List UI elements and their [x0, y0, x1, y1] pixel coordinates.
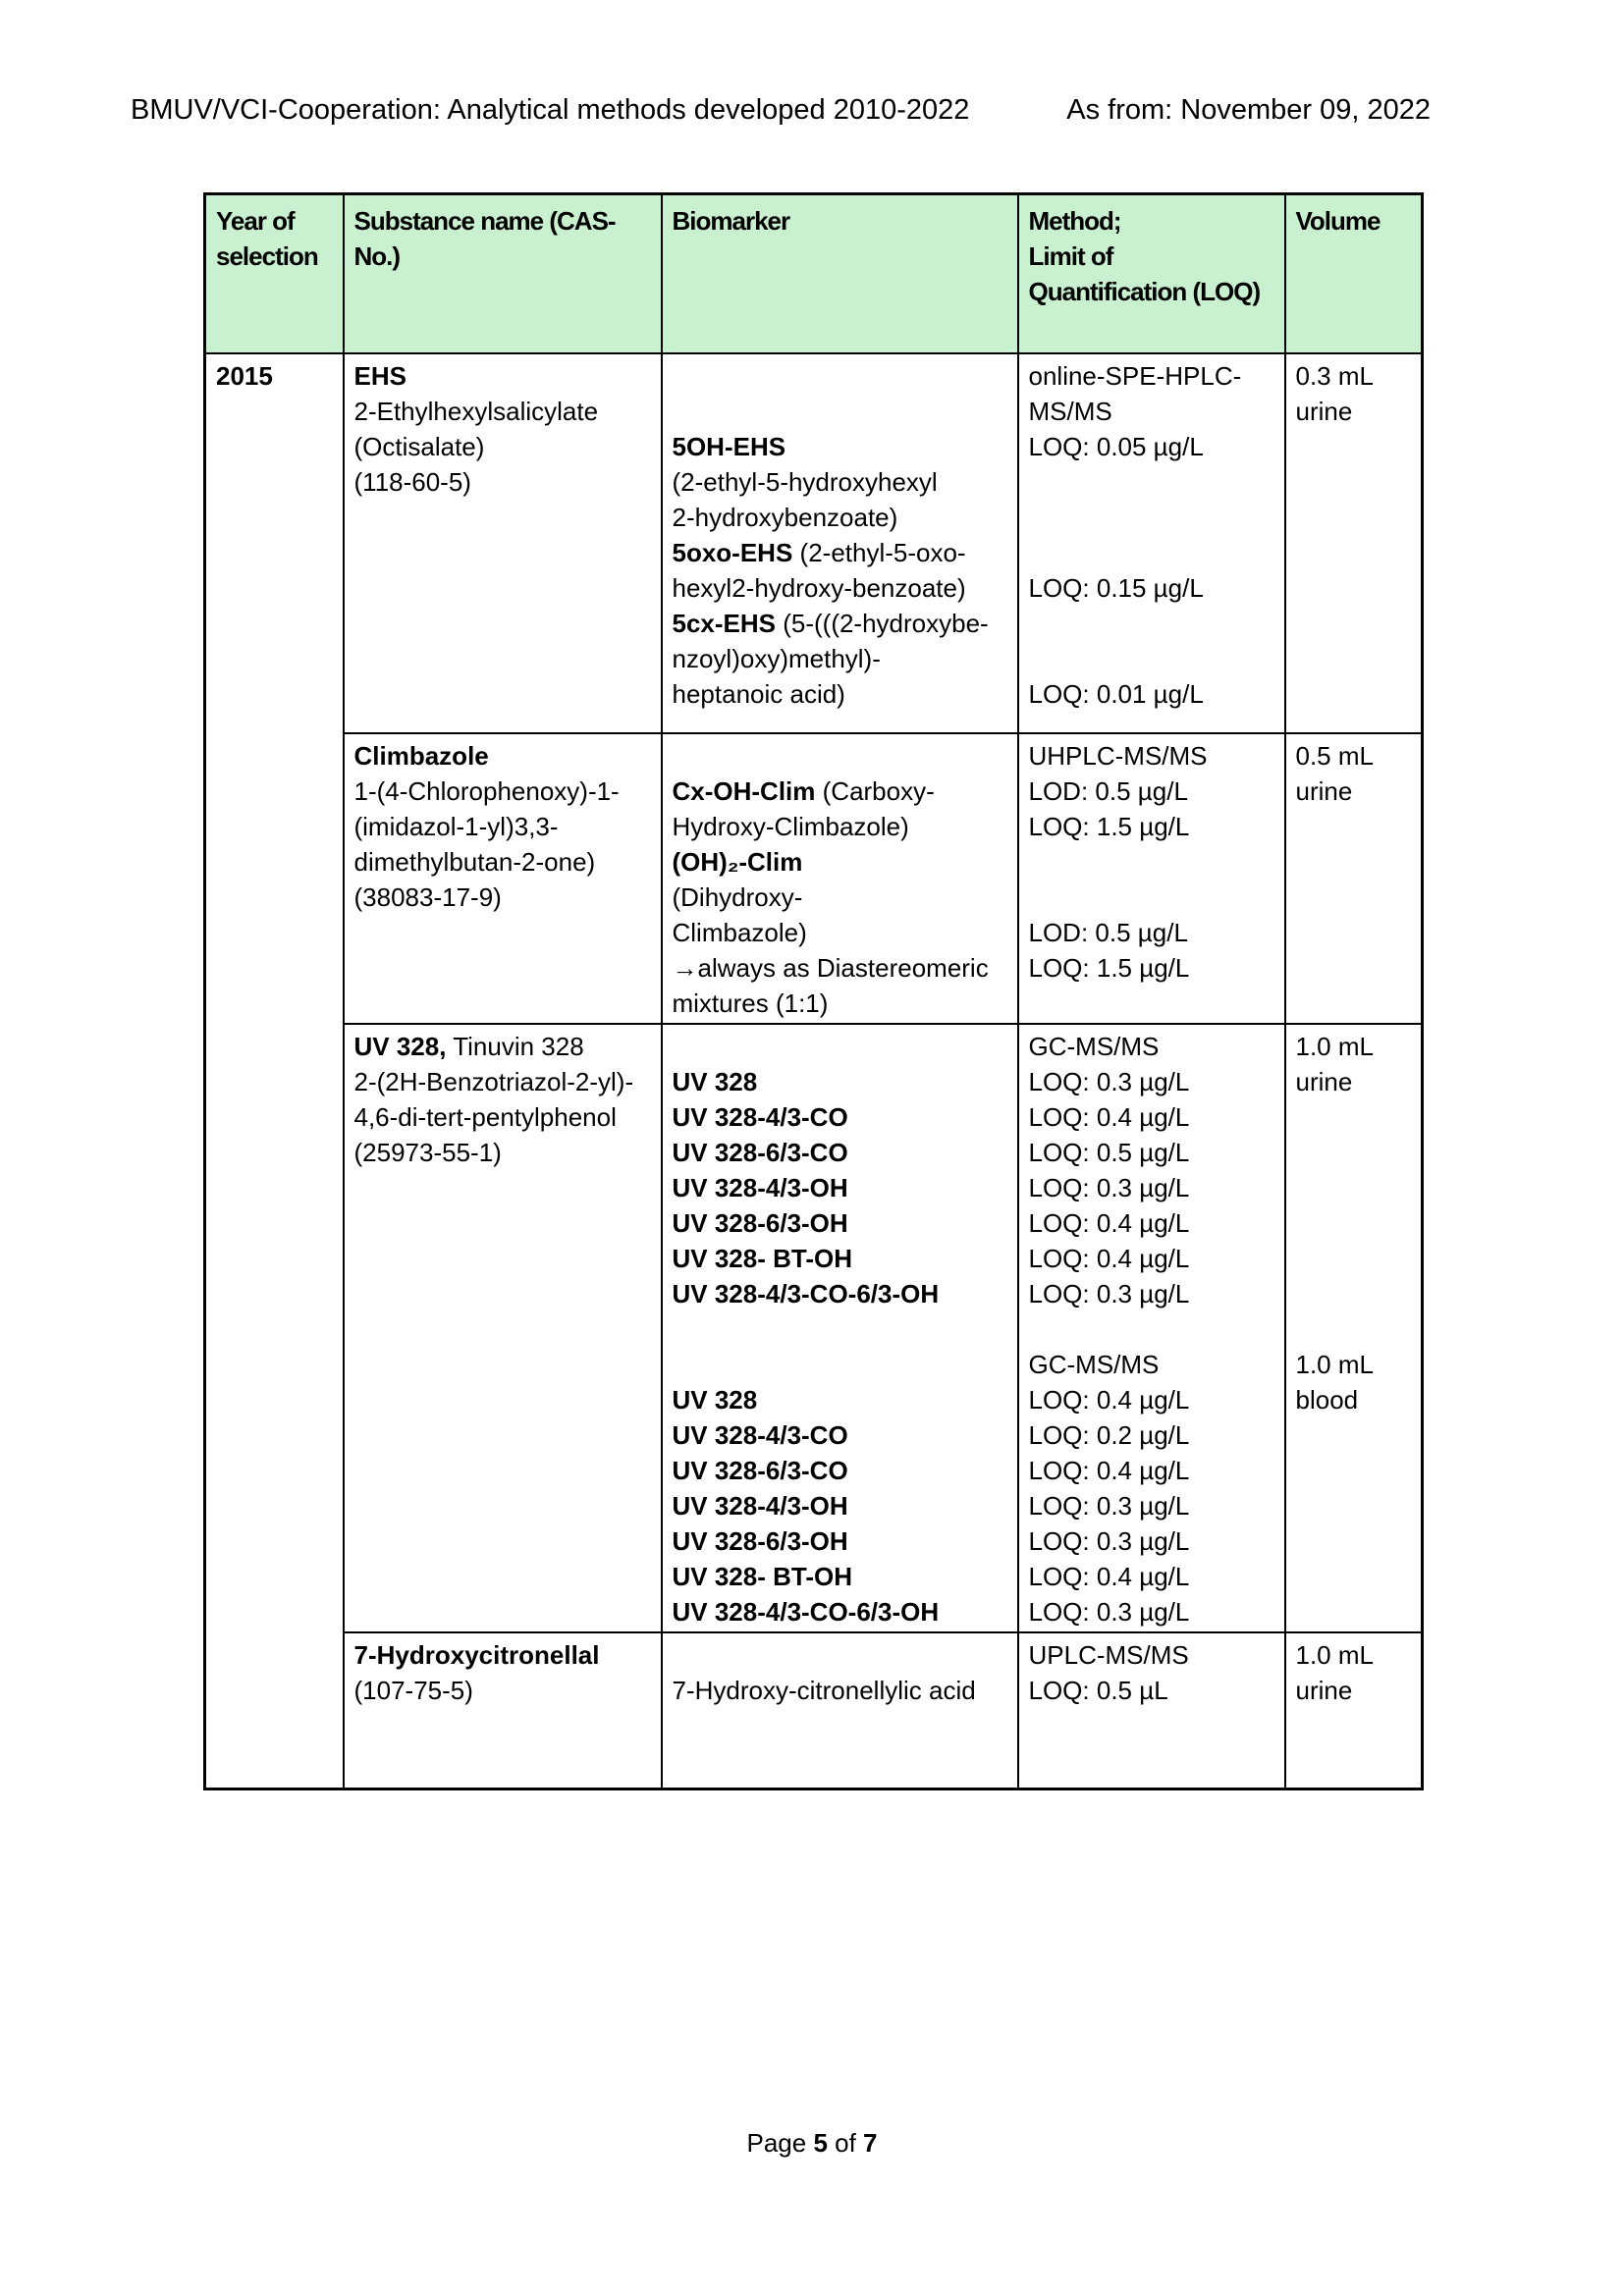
bold-text: Cx-OH-Clim	[672, 775, 816, 806]
text: LOQ: 0.4 µg/L	[1028, 1207, 1190, 1238]
text-line	[673, 1637, 1008, 1673]
text-line	[1029, 500, 1275, 535]
text: LOQ: 0.3 µg/L	[1028, 1490, 1190, 1521]
year-cell	[205, 353, 344, 1789]
text-line	[1029, 1170, 1275, 1205]
text: LOQ: 0.3 µg/L	[1028, 1172, 1190, 1202]
text: Climbazole)	[672, 917, 807, 947]
table-row	[205, 1024, 1423, 1632]
text-line	[1296, 1170, 1413, 1205]
text-line	[216, 239, 334, 274]
bold-text: Year of	[216, 206, 295, 236]
text-line	[673, 1673, 1008, 1708]
text-line	[1296, 1099, 1413, 1135]
text-line	[354, 358, 652, 394]
text-line	[1029, 1241, 1275, 1276]
text-line	[1296, 1382, 1413, 1417]
text-line	[354, 239, 652, 274]
col-header-year	[205, 194, 344, 353]
text-line	[1029, 880, 1275, 915]
text-line	[1029, 676, 1275, 712]
text: (Dihydroxy-	[672, 881, 803, 912]
bold-text: 7	[863, 2128, 878, 2158]
text-line	[354, 464, 652, 500]
text: UPLC-MS/MS	[1028, 1639, 1189, 1670]
text: LOQ: 0.05 µg/L	[1028, 431, 1204, 461]
text-line	[1029, 1205, 1275, 1241]
biomarker-cell	[662, 1024, 1018, 1632]
text: urine	[1295, 1066, 1353, 1096]
text: LOQ: 0.5 µg/L	[1028, 1137, 1190, 1167]
table-header	[205, 194, 1423, 353]
text-line	[1029, 429, 1275, 464]
text-line	[1029, 1453, 1275, 1488]
text-line	[673, 500, 1008, 535]
bold-text: 2015	[216, 360, 273, 391]
text-line	[673, 535, 1008, 570]
text: hexyl2-hydroxy-benzoate)	[672, 572, 966, 603]
document-date: As from: November 09, 2022	[1066, 94, 1431, 126]
text-line	[1296, 1347, 1413, 1382]
text: (38083-17-9)	[353, 881, 502, 912]
text: LOQ: 0.5 µL	[1028, 1675, 1168, 1705]
bold-text: UV 328-4/3-OH	[672, 1490, 848, 1521]
text-line	[673, 1241, 1008, 1276]
text-line	[673, 429, 1008, 464]
text-line	[673, 1311, 1008, 1347]
text: LOQ: 0.3 µg/L	[1028, 1278, 1190, 1308]
text-line	[354, 774, 652, 809]
text: LOQ: 0.15 µg/L	[1028, 572, 1204, 603]
bold-text: UV 328- BT-OH	[672, 1243, 852, 1273]
table-row	[205, 1632, 1423, 1789]
text-line	[354, 880, 652, 915]
text-line	[673, 986, 1008, 1021]
text-line	[1296, 738, 1413, 774]
text-line	[1029, 1064, 1275, 1099]
substance-cell	[344, 733, 662, 1024]
volume-cell	[1285, 353, 1423, 733]
col-header-biomarker	[662, 194, 1018, 353]
text: online-SPE-HPLC-	[1028, 360, 1242, 391]
text-line	[354, 738, 652, 774]
text: (2-ethyl-5-hydroxyhexyl	[672, 466, 938, 497]
bold-text: UV 328- BT-OH	[672, 1561, 852, 1591]
text-line	[673, 809, 1008, 844]
bold-text: Substance name (CAS-	[353, 206, 616, 236]
text-line	[673, 950, 1008, 986]
text: 1.0 mL	[1295, 1349, 1374, 1379]
text-line	[1029, 1382, 1275, 1417]
text: heptanoic acid)	[672, 678, 845, 709]
text-line	[1296, 358, 1413, 394]
text-line	[673, 394, 1008, 429]
text: (imidazol-1-yl)3,3-	[353, 811, 559, 841]
text-line	[1029, 239, 1275, 274]
bold-text: UV 328-4/3-OH	[672, 1172, 848, 1202]
text: GC-MS/MS	[1028, 1349, 1160, 1379]
text-line	[673, 1523, 1008, 1559]
bold-text: 5OH-EHS	[672, 431, 786, 461]
text-line	[1296, 1276, 1413, 1311]
substance-cell	[344, 353, 662, 733]
text: LOQ: 1.5 µg/L	[1028, 952, 1190, 983]
text-line	[1029, 844, 1275, 880]
text-line	[673, 880, 1008, 915]
text-line	[1029, 464, 1275, 500]
text: Hydroxy-Climbazole)	[672, 811, 909, 841]
text: (118-60-5)	[353, 466, 471, 497]
text-line	[673, 844, 1008, 880]
page-header	[131, 92, 1431, 128]
text-line	[1029, 394, 1275, 429]
text-line	[1029, 1559, 1275, 1594]
text: LOQ: 1.5 µg/L	[1028, 811, 1190, 841]
text: 2-(2H-Benzotriazol-2-yl)-	[353, 1066, 634, 1096]
text: LOD: 0.5 µg/L	[1028, 775, 1188, 806]
text-line	[673, 1135, 1008, 1170]
volume-cell	[1285, 1632, 1423, 1789]
text: LOQ: 0.4 µg/L	[1028, 1101, 1190, 1132]
text-line	[1029, 1276, 1275, 1311]
text-line	[673, 1170, 1008, 1205]
text-line	[673, 1276, 1008, 1311]
biomarker-cell	[662, 353, 1018, 733]
bold-text: Quantification (LOQ)	[1028, 277, 1261, 306]
text-line	[1029, 641, 1275, 676]
text-line	[1029, 274, 1275, 309]
text-line	[1296, 1241, 1413, 1276]
table-row	[205, 733, 1423, 1024]
text-line	[1296, 1311, 1413, 1347]
text-line	[673, 676, 1008, 712]
biomarker-cell	[662, 733, 1018, 1024]
text-line	[1029, 738, 1275, 774]
text-line	[354, 1135, 652, 1170]
bold-text: UV 328-4/3-CO	[672, 1419, 848, 1450]
text-line	[1296, 1637, 1413, 1673]
text: (Carboxy-	[815, 775, 935, 806]
text-line	[673, 1559, 1008, 1594]
text-line	[354, 1029, 652, 1064]
text: LOQ: 0.4 µg/L	[1028, 1455, 1190, 1485]
bold-text: UV 328-6/3-OH	[672, 1525, 848, 1556]
bold-text: Climbazole	[353, 740, 489, 771]
bold-text: selection	[216, 241, 318, 271]
text-line	[673, 570, 1008, 606]
bold-text: (OH)₂-Clim	[672, 846, 803, 877]
text: nzoyl)oxy)methyl)-	[672, 643, 881, 673]
bold-text: UV 328,	[353, 1031, 447, 1061]
text: 1.0 mL	[1295, 1031, 1374, 1061]
methods-table	[203, 192, 1424, 1790]
bold-text: UV 328	[672, 1384, 758, 1415]
bold-text: No.)	[353, 241, 401, 271]
text-line	[673, 1029, 1008, 1064]
bold-text: Volume	[1295, 206, 1380, 236]
method-cell	[1018, 353, 1285, 733]
text-line	[673, 1347, 1008, 1382]
text: mixtures (1:1)	[672, 988, 829, 1018]
text-line	[216, 358, 334, 394]
text-line	[1296, 1673, 1413, 1708]
bold-text: UV 328-4/3-CO-6/3-OH	[672, 1278, 940, 1308]
text: GC-MS/MS	[1028, 1031, 1160, 1061]
bold-text: Biomarker	[672, 206, 790, 236]
text: LOQ: 0.4 µg/L	[1028, 1561, 1190, 1591]
volume-cell	[1285, 733, 1423, 1024]
text: urine	[1295, 775, 1353, 806]
text-line	[1029, 915, 1275, 950]
text-line	[354, 1673, 652, 1708]
col-header-method	[1018, 194, 1285, 353]
text-line	[1029, 1417, 1275, 1453]
text-line	[1029, 570, 1275, 606]
text-line	[1029, 1488, 1275, 1523]
text: LOQ: 0.3 µg/L	[1028, 1066, 1190, 1096]
text: UHPLC-MS/MS	[1028, 740, 1208, 771]
text-line	[673, 464, 1008, 500]
document-title: BMUV/VCI-Cooperation: Analytical methods developed 2010-2022	[131, 94, 970, 126]
text-line	[1029, 358, 1275, 394]
text: (25973-55-1)	[353, 1137, 502, 1167]
page-footer	[0, 2125, 1624, 2161]
text: (2-ethyl-5-oxo-	[792, 537, 966, 567]
text-line	[1029, 535, 1275, 570]
text-line	[1296, 1205, 1413, 1241]
text: Page	[746, 2128, 814, 2158]
text: dimethylbutan-2-one)	[353, 846, 596, 877]
text-line	[1029, 203, 1275, 239]
bold-text: UV 328-6/3-OH	[672, 1207, 848, 1238]
text-line	[1029, 774, 1275, 809]
text-line	[354, 1099, 652, 1135]
text: 1.0 mL	[1295, 1639, 1374, 1670]
text-line	[673, 358, 1008, 394]
bold-text: UV 328-4/3-CO-6/3-OH	[672, 1596, 940, 1627]
text-line	[1029, 606, 1275, 641]
text: blood	[1295, 1384, 1359, 1415]
col-header-volume	[1285, 194, 1423, 353]
table-body	[205, 353, 1423, 1789]
text-line	[673, 1099, 1008, 1135]
bold-text: 5	[813, 2128, 828, 2158]
text: (Octisalate)	[353, 431, 485, 461]
substance-cell	[344, 1024, 662, 1632]
text-line	[673, 1488, 1008, 1523]
text-line	[1296, 1135, 1413, 1170]
bold-text: Limit of	[1028, 241, 1113, 271]
text-line	[1029, 1637, 1275, 1673]
text-line	[1296, 774, 1413, 809]
text: MS/MS	[1028, 396, 1112, 426]
method-cell	[1018, 733, 1285, 1024]
bold-text: UV 328-6/3-CO	[672, 1137, 848, 1167]
text-line	[354, 1637, 652, 1673]
text: 7-Hydroxy-citronellylic acid	[672, 1675, 976, 1705]
bold-text: 7-Hydroxycitronellal	[353, 1639, 600, 1670]
text-line	[354, 429, 652, 464]
bold-text: 5cx-EHS	[672, 608, 776, 638]
text-line	[673, 774, 1008, 809]
text-line	[216, 203, 334, 239]
text-line	[1029, 1523, 1275, 1559]
text: LOD: 0.5 µg/L	[1028, 917, 1188, 947]
text: →always as Diastereomeric	[672, 952, 989, 983]
text: LOQ: 0.3 µg/L	[1028, 1596, 1190, 1627]
text: 2-hydroxybenzoate)	[672, 502, 898, 532]
text-line	[673, 1417, 1008, 1453]
method-cell	[1018, 1024, 1285, 1632]
text-line	[673, 641, 1008, 676]
text-line	[354, 844, 652, 880]
text: of	[827, 2128, 864, 2158]
text: urine	[1295, 396, 1353, 426]
substance-cell	[344, 1632, 662, 1789]
method-cell	[1018, 1632, 1285, 1789]
text-line	[673, 1064, 1008, 1099]
table-header-row	[205, 194, 1423, 353]
bold-text: UV 328-6/3-CO	[672, 1455, 848, 1485]
biomarker-cell	[662, 1632, 1018, 1789]
text-line	[354, 809, 652, 844]
col-header-substance	[344, 194, 662, 353]
bold-text: EHS	[353, 360, 406, 391]
text-line	[673, 1453, 1008, 1488]
text-line	[673, 606, 1008, 641]
text: 0.3 mL	[1295, 360, 1374, 391]
text: LOQ: 0.2 µg/L	[1028, 1419, 1190, 1450]
volume-cell	[1285, 1024, 1423, 1632]
text: urine	[1295, 1675, 1353, 1705]
text-line	[1029, 950, 1275, 986]
text: LOQ: 0.3 µg/L	[1028, 1525, 1190, 1556]
text: (107-75-5)	[353, 1675, 473, 1705]
text-line	[1029, 1029, 1275, 1064]
text: (5-(((2-hydroxybe-	[776, 608, 989, 638]
text: LOQ: 0.01 µg/L	[1028, 678, 1204, 709]
text-line	[1029, 1099, 1275, 1135]
text-line	[673, 1205, 1008, 1241]
text-line	[1296, 1029, 1413, 1064]
text-line	[1029, 1135, 1275, 1170]
text-line	[1296, 203, 1413, 239]
text-line	[673, 1594, 1008, 1629]
bold-text: Method;	[1028, 206, 1121, 236]
text: 4,6-di-tert-pentylphenol	[353, 1101, 617, 1132]
text-line	[673, 1382, 1008, 1417]
table-row	[205, 353, 1423, 733]
text-line	[1029, 1594, 1275, 1629]
bold-text: 5oxo-EHS	[672, 537, 793, 567]
text: LOQ: 0.4 µg/L	[1028, 1243, 1190, 1273]
text-line	[673, 203, 1008, 239]
text-line	[1029, 1311, 1275, 1347]
text-line	[673, 915, 1008, 950]
text: LOQ: 0.4 µg/L	[1028, 1384, 1190, 1415]
text-line	[354, 394, 652, 429]
text-line	[354, 203, 652, 239]
text-line	[1296, 394, 1413, 429]
text-line	[1029, 1347, 1275, 1382]
text-line	[1296, 1064, 1413, 1099]
text: 2-Ethylhexylsalicylate	[353, 396, 599, 426]
text: 1-(4-Chlorophenoxy)-1-	[353, 775, 620, 806]
bold-text: UV 328-4/3-CO	[672, 1101, 848, 1132]
text-line	[1029, 1673, 1275, 1708]
text: 0.5 mL	[1295, 740, 1374, 771]
text-line	[673, 738, 1008, 774]
text: Tinuvin 328	[446, 1031, 584, 1061]
text-line	[354, 1064, 652, 1099]
text-line	[1029, 809, 1275, 844]
bold-text: UV 328	[672, 1066, 758, 1096]
